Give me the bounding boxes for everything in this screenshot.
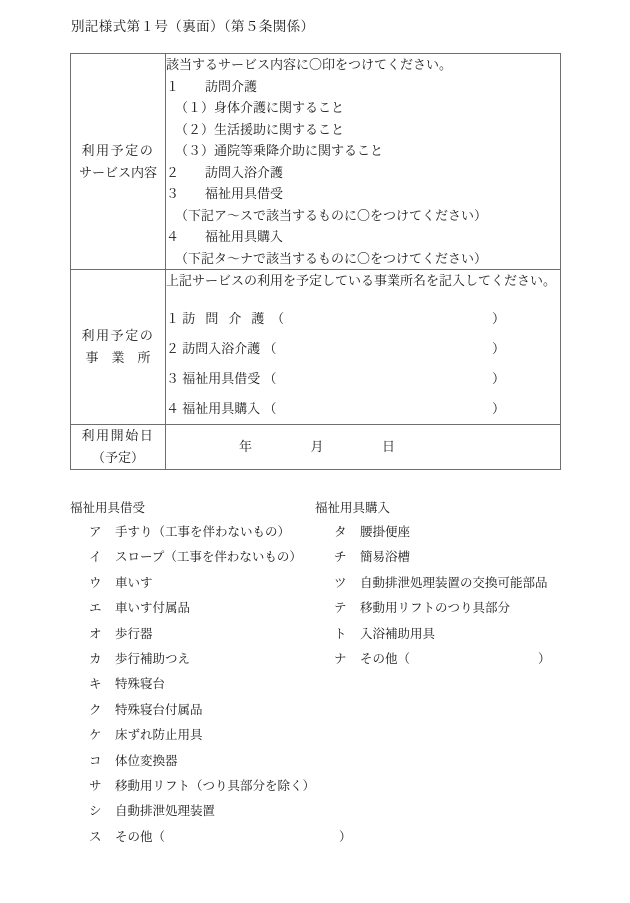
row-label-line: （予定） <box>91 450 144 465</box>
rental-item-a-label: 手すり（工事を伴わないもの） <box>115 525 291 539</box>
rental-item-su-close-paren: ） <box>339 829 352 844</box>
rental-item-su-mark: ス <box>89 829 102 844</box>
start-date-year-label: 年 <box>239 439 253 454</box>
purchase-item-te[interactable] <box>315 596 548 621</box>
purchase-item-to[interactable] <box>315 622 548 647</box>
service-option-1-3[interactable]: （３）通院等乗降介助に関すること <box>175 143 384 158</box>
rental-item-e-mark: エ <box>89 601 102 616</box>
row-content-start-date <box>166 425 561 470</box>
office-entry-3-open-paren: （ <box>263 371 277 386</box>
office-entry-1-open-paren: （ <box>271 311 285 326</box>
rental-item-ko[interactable] <box>70 749 315 774</box>
rental-item-ko-mark: コ <box>89 753 102 768</box>
purchase-item-na-label: その他（ <box>360 652 411 667</box>
rental-item-su-other[interactable] <box>70 825 352 850</box>
service-option-1[interactable]: １ 訪問介護 <box>166 78 258 94</box>
rental-item-shi[interactable] <box>70 799 315 824</box>
rental-item-ku[interactable] <box>70 698 315 723</box>
table-row-service-content <box>71 54 561 270</box>
office-entry-4-no: ４ <box>166 401 180 416</box>
office-entry-2-open-paren: （ <box>263 341 277 356</box>
office-entry-1-name: 訪 問 介 護 <box>182 311 268 326</box>
office-entry-4 <box>166 394 560 424</box>
start-date-day-label: 日 <box>382 439 396 454</box>
rental-item-i-mark: イ <box>89 550 102 565</box>
row-label-service-content <box>71 54 166 270</box>
office-entry-4-open-paren: （ <box>263 401 277 416</box>
purchase-item-te-mark: テ <box>334 601 347 616</box>
table-row-start-date <box>71 425 561 470</box>
row-content-service-office <box>166 270 561 425</box>
service-option-2[interactable]: ２ 訪問入浴介護 <box>166 164 284 180</box>
rental-item-su-label: その他（ <box>115 829 166 844</box>
rental-item-ku-label: 特殊寝台付属品 <box>115 702 203 717</box>
rental-item-a[interactable] <box>70 520 315 545</box>
rental-item-sa[interactable] <box>70 774 315 799</box>
rental-item-ki-label: 特殊寝台 <box>115 677 166 692</box>
row-label-line: 利用予定の <box>81 142 155 158</box>
rental-item-ka-mark: カ <box>89 652 102 667</box>
office-entry-3-close-paren: ） <box>492 371 506 386</box>
purchase-item-na-close-paren: ） <box>538 652 551 667</box>
purchase-item-tsu-mark: ツ <box>334 575 347 590</box>
office-entry-1-no: １ <box>166 311 180 326</box>
office-entry-4-name: 福祉用具購入 <box>182 401 261 416</box>
service-content-intro: 該当するサービス内容に〇印をつけてください。 <box>166 57 453 72</box>
equipment-list-rental <box>70 496 352 850</box>
rental-item-ka-label: 歩行補助つえ <box>115 652 191 667</box>
page-title: 別記様式第１号（裏面）（第５条関係） <box>71 19 315 34</box>
rental-item-o[interactable] <box>70 622 315 647</box>
rental-item-i[interactable] <box>70 545 315 570</box>
office-entry-1-close-paren: ） <box>492 311 506 326</box>
purchase-item-ta[interactable] <box>315 520 548 545</box>
rental-item-sa-label: 移動用リフト（つり具部分を除く） <box>115 779 316 794</box>
service-option-3[interactable]: ３ 福祉用具借受 <box>166 186 284 201</box>
purchase-item-tsu-label: 自動排泄処理装置の交換可能部品 <box>360 575 548 590</box>
row-content-service-content <box>166 54 561 270</box>
row-label-start-date <box>71 425 166 470</box>
purchase-item-chi-label: 簡易浴槽 <box>360 550 411 565</box>
purchase-item-na-other[interactable] <box>315 647 551 672</box>
purchase-item-ta-label: 腰掛便座 <box>360 525 411 539</box>
rental-item-ki[interactable] <box>70 672 315 697</box>
purchase-item-to-mark: ト <box>334 626 347 641</box>
rental-item-shi-mark: シ <box>89 804 102 819</box>
rental-item-u[interactable] <box>70 571 315 596</box>
rental-item-o-mark: オ <box>89 626 102 641</box>
rental-item-u-label: 車いす <box>115 575 153 590</box>
row-label-line: 利用開始日 <box>81 428 155 443</box>
purchase-item-chi-mark: チ <box>334 550 347 565</box>
rental-item-ke-mark: ケ <box>89 728 102 743</box>
office-entry-2-name: 訪問入浴介護 <box>182 341 261 356</box>
office-entry-3-no: ３ <box>166 371 180 386</box>
service-option-4[interactable]: ４ 福祉用具購入 <box>166 229 284 244</box>
purchase-item-te-label: 移動用リフトのつり具部分 <box>360 601 511 616</box>
rental-list-heading: 福祉用具借受 <box>70 501 146 515</box>
rental-item-sa-mark: サ <box>89 779 102 794</box>
row-label-line: サービス内容 <box>78 164 157 180</box>
office-entry-3 <box>166 364 560 394</box>
rental-item-e-label: 車いす付属品 <box>115 601 191 616</box>
office-entry-3-name: 福祉用具借受 <box>182 371 261 386</box>
equipment-list-purchase <box>315 496 551 672</box>
rental-item-ko-label: 体位変換器 <box>115 753 178 768</box>
service-option-1-1[interactable]: （１）身体介護に関すること <box>175 100 345 115</box>
rental-item-a-mark: ア <box>89 525 102 539</box>
rental-item-ke-label: 床ずれ防止用具 <box>115 728 203 743</box>
rental-item-ke[interactable] <box>70 723 315 748</box>
rental-item-i-label: スロープ（工事を伴わないもの） <box>115 550 302 565</box>
table-row-service-office <box>71 270 561 425</box>
rental-item-ku-mark: ク <box>89 702 102 717</box>
rental-item-e[interactable] <box>70 596 315 621</box>
service-option-3-note: （下記ア～スで該当するものに〇をつけてください） <box>175 207 488 223</box>
purchase-item-tsu[interactable] <box>315 571 548 596</box>
office-entry-1 <box>166 304 560 334</box>
service-option-4-note: （下記タ～ナで該当するものに〇をつけてください） <box>175 250 488 266</box>
purchase-item-ta-mark: タ <box>334 525 347 539</box>
purchase-item-na-mark: ナ <box>334 652 347 667</box>
rental-item-ka[interactable] <box>70 647 315 672</box>
rental-item-ki-mark: キ <box>89 677 102 692</box>
purchase-list-heading: 福祉用具購入 <box>315 501 391 515</box>
office-entry-2 <box>166 334 560 364</box>
office-entry-2-no: ２ <box>166 341 180 356</box>
row-label-service-office <box>71 270 166 425</box>
office-entry-4-close-paren: ） <box>492 401 506 416</box>
start-date-month-label: 月 <box>310 439 324 454</box>
office-intro: 上記サービスの利用を予定している事業所名を記入してください。 <box>166 273 557 288</box>
rental-item-o-label: 歩行器 <box>115 626 153 641</box>
row-label-line: 事 業 所 <box>85 350 151 365</box>
purchase-item-to-label: 入浴補助用具 <box>360 626 436 641</box>
start-date-fields <box>166 435 560 459</box>
service-option-1-2[interactable]: （２）生活援助に関すること <box>175 121 345 137</box>
row-label-line: 利用予定の <box>81 328 155 343</box>
office-entry-2-close-paren: ） <box>492 341 506 356</box>
service-plan-table <box>70 53 561 470</box>
rental-item-u-mark: ウ <box>89 575 102 590</box>
rental-item-shi-label: 自動排泄処理装置 <box>115 804 216 819</box>
purchase-item-chi[interactable] <box>315 545 548 570</box>
